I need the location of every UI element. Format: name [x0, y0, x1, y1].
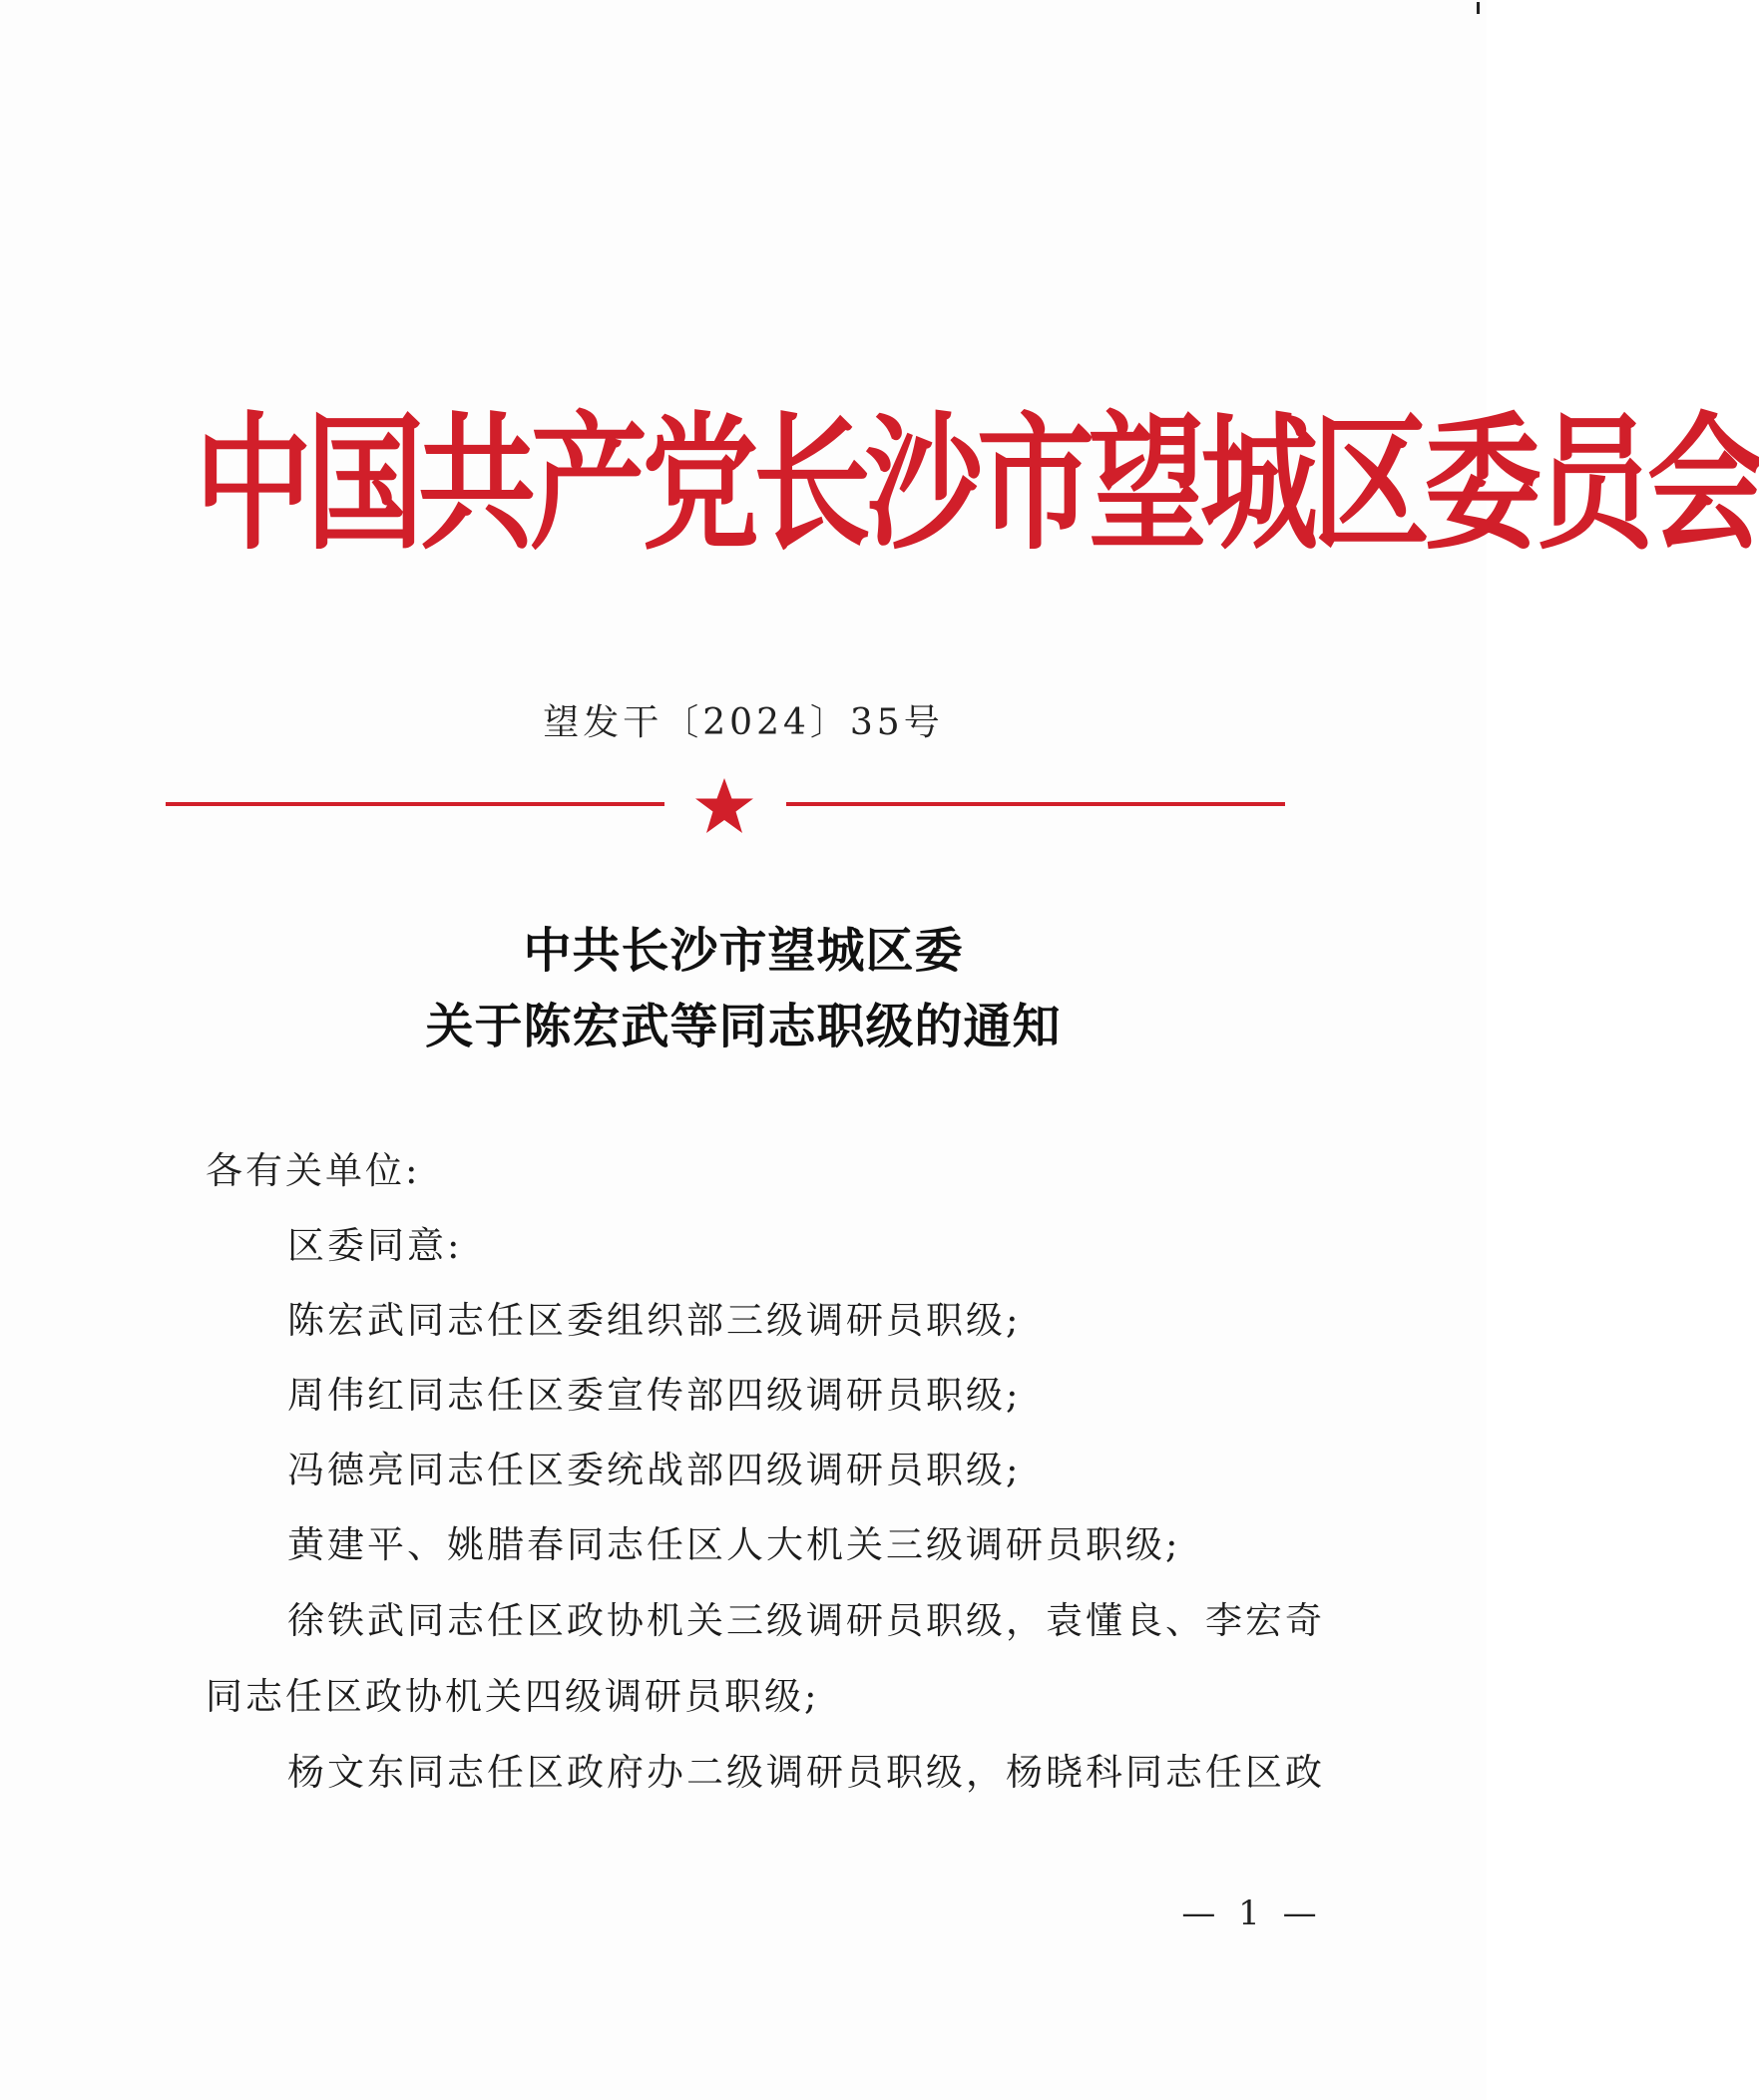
- masthead-title: 中国共产党长沙市望城区委员会: [195, 397, 1759, 571]
- body-paragraph: 黄建平、姚腊春同志任区人大机关三级调研员职级;: [287, 1523, 1181, 1566]
- star-icon: [692, 776, 756, 836]
- corner-mark: [1477, 2, 1480, 14]
- notice-title-line-2: 关于陈宏武等同志职级的通知: [425, 999, 1062, 1054]
- body-paragraph: 区委同意:: [287, 1224, 463, 1267]
- page-number: — 1 —: [1181, 1893, 1323, 1933]
- salutation: 各有关单位:: [206, 1149, 421, 1192]
- body-paragraph: 周伟红同志任区委宣传部四级调研员职级;: [287, 1374, 1022, 1417]
- body-paragraph: 陈宏武同志任区委组织部三级调研员职级;: [287, 1299, 1022, 1342]
- body-paragraph: 徐铁武同志任区政协机关三级调研员职级，袁懂良、李宏奇: [287, 1599, 1325, 1642]
- red-separator: [166, 776, 1285, 836]
- notice-title-line-1: 中共长沙市望城区委: [523, 923, 964, 979]
- body-paragraph: 冯德亮同志任区委统战部四级调研员职级;: [287, 1449, 1022, 1491]
- body-paragraph: 杨文东同志任区政府办二级调研员职级，杨晓科同志任区政: [287, 1751, 1325, 1794]
- body-paragraph-continuation: 同志任区政协机关四级调研员职级;: [206, 1675, 820, 1718]
- document-number: 望发干〔2024〕35号: [543, 702, 944, 743]
- separator-line-left: [166, 802, 664, 806]
- separator-line-right: [786, 802, 1285, 806]
